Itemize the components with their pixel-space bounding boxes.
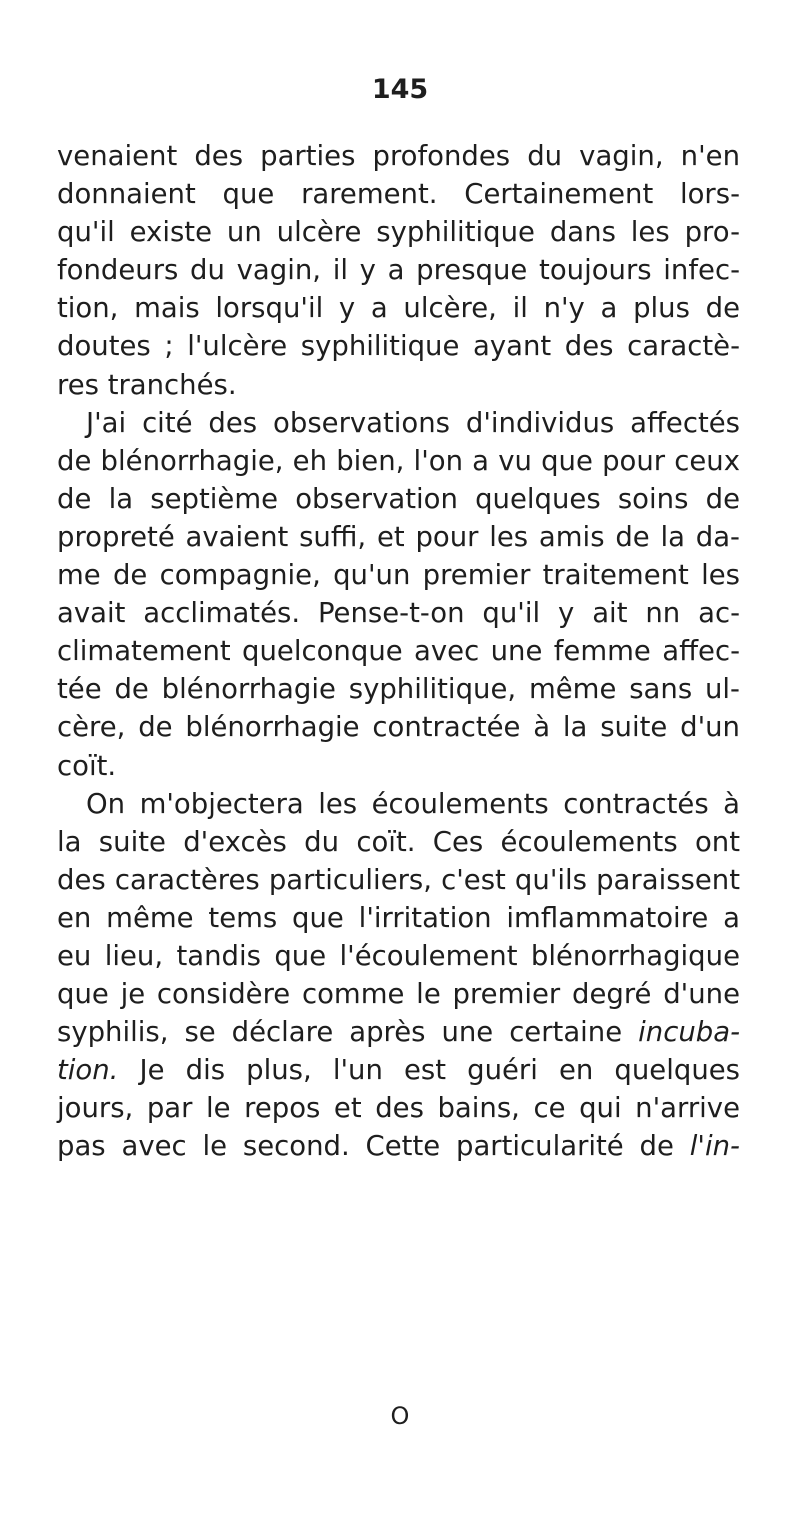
italic-word: tion. (57, 1054, 119, 1087)
text-line: avait acclimatés. Pense-t-on qu'il y ait nn ac- (57, 597, 740, 630)
page-number: 145 (371, 74, 429, 105)
text-line: de la septième observation quelques soins de (57, 482, 740, 515)
text-line: climatement quelconque avec une femme affec- (57, 635, 740, 668)
text-line: me de compagnie, qu'un premier traitement les (57, 559, 740, 592)
text-line: eu lieu, tandis que l'écoulement blénorrhagique (57, 939, 740, 972)
text-line: J'ai cité des observations d'individus affectés (86, 406, 740, 439)
text-line: res tranchés. (57, 368, 237, 401)
text-line (57, 1127, 740, 1165)
text-segment: pas avec le second. Cette particularité de (57, 1130, 674, 1163)
signature-mark: O (390, 1402, 410, 1430)
text-line: de blénorrhagie, eh bien, l'on a vu que pour ceux (57, 444, 740, 477)
text-line: doutes ; l'ulcère syphilitique ayant des caractè- (57, 330, 740, 363)
text-line: venaient des parties profondes du vagin, n'en (57, 140, 740, 172)
text-segment: Je dis plus, l'un est guéri en quelques (118, 1054, 740, 1087)
text-line: tion, mais lorsqu'il y a ulcère, il n'y a plus de (57, 292, 740, 325)
text-line (57, 1051, 740, 1089)
text-line: jours, par le repos et des bains, ce qui n'arrive (57, 1092, 740, 1125)
text-line: des caractères particuliers, c'est qu'ils paraissent (57, 863, 740, 896)
italic-word: incuba- (638, 1016, 740, 1049)
text-line: On m'objectera les écoulements contractés à (86, 787, 740, 820)
text-line: propreté avaient suffi, et pour les amis de la da- (57, 520, 740, 553)
italic-word: l'in- (689, 1130, 740, 1163)
text-line: coït. (57, 749, 117, 782)
text-line (57, 1013, 740, 1051)
text-line: qu'il existe un ulcère syphilitique dans les pro- (57, 216, 740, 249)
text-line: donnaient que rarement. Certainement lors- (57, 178, 740, 211)
text-line: cère, de blénorrhagie contractée à la suite d'un (57, 711, 740, 744)
body-text (57, 137, 740, 1166)
text-line: que je considère comme le premier degré d'une (57, 978, 740, 1011)
text-line: en même tems que l'irritation imflammatoire a (57, 901, 740, 934)
text-line: tée de blénorrhagie syphilitique, même sans ul- (57, 673, 740, 706)
text-segment: syphilis, se déclare après une certaine (57, 1016, 623, 1049)
text-line: la suite d'excès du coït. Ces écoulements ont (57, 825, 740, 858)
text-line: fondeurs du vagin, il y a presque toujours infec- (57, 254, 740, 287)
